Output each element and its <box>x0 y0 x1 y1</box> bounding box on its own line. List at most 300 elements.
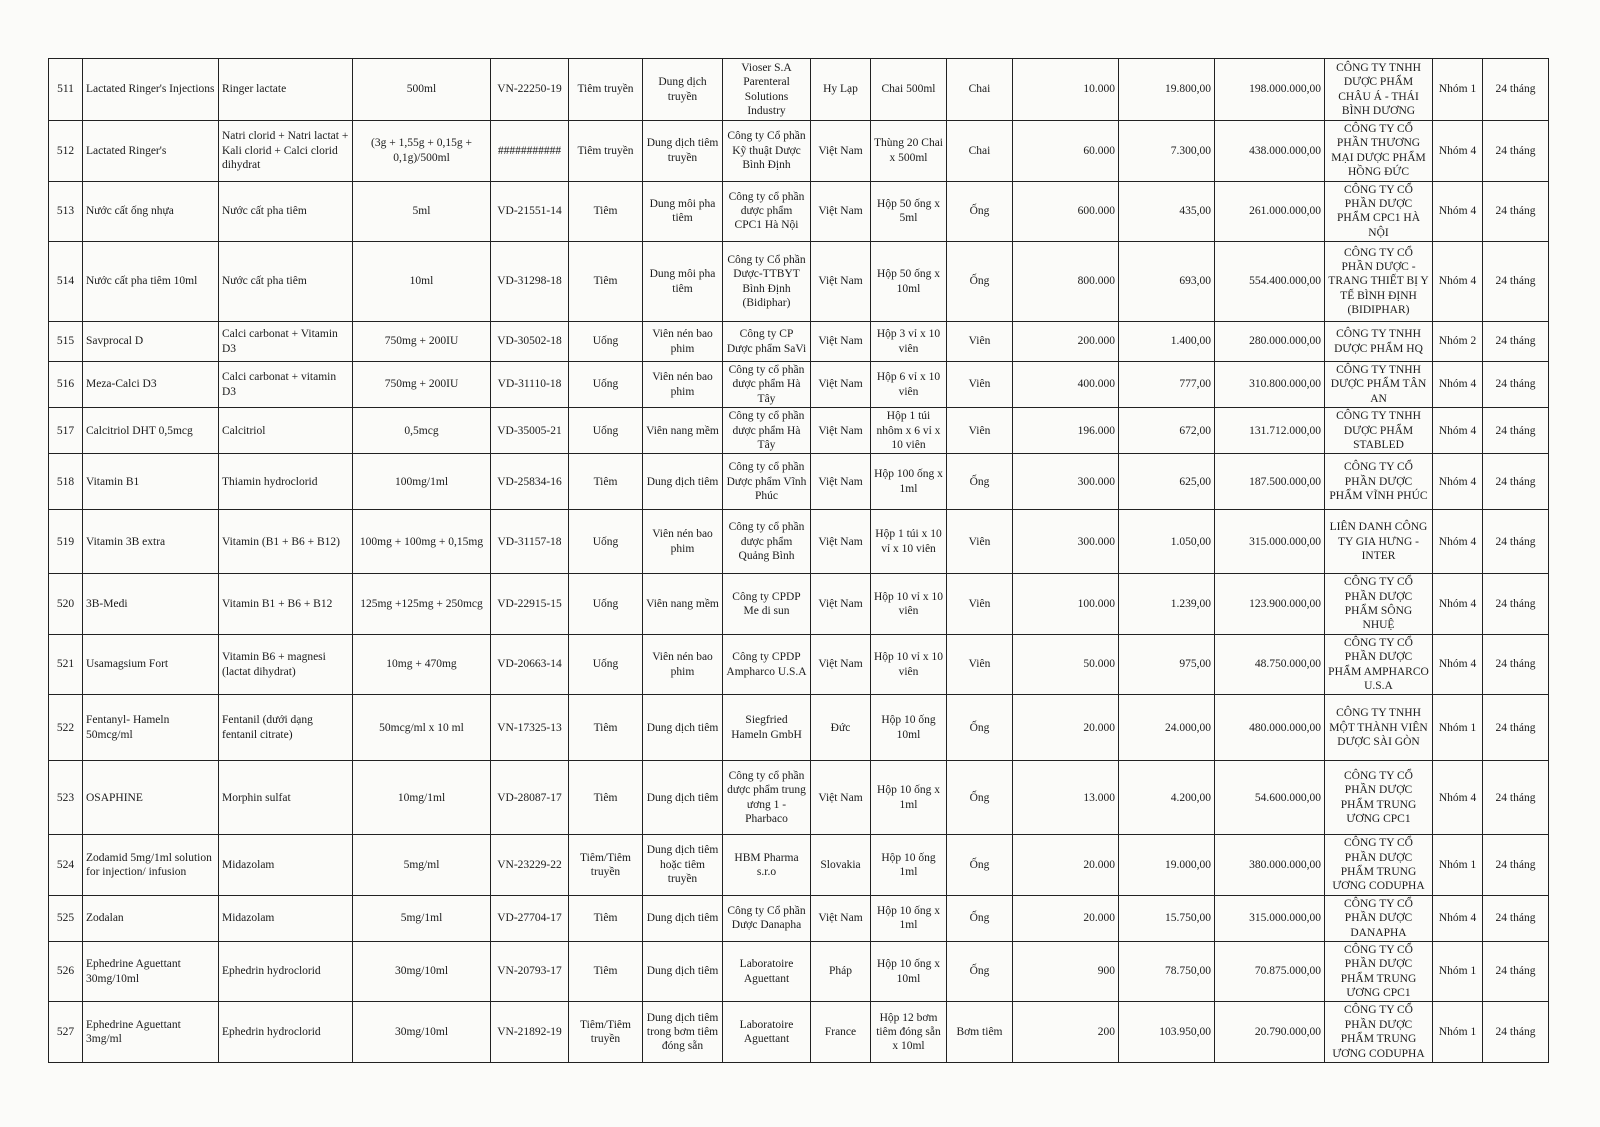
total-amount-cell: 438.000.000,00 <box>1215 121 1325 182</box>
dosage-form-cell: Viên nén bao phim <box>643 362 723 408</box>
packaging-cell: Hộp 10 vỉ x 10 viên <box>871 634 947 695</box>
active-ingredient-cell: Calcitriol <box>219 408 353 454</box>
row-number-cell: 514 <box>49 242 83 322</box>
drug-name-cell: OSAPHINE <box>83 761 219 835</box>
unit-price-cell: 78.750,00 <box>1119 941 1215 1002</box>
manufacturer-cell: Laboratoire Aguettant <box>723 1002 811 1063</box>
unit-price-cell: 24.000,00 <box>1119 695 1215 761</box>
registration-number-cell: VD-21551-14 <box>491 181 569 242</box>
table-row <box>49 181 1549 242</box>
route-cell: Tiêm truyền <box>569 59 643 121</box>
active-ingredient-cell: Midazolam <box>219 835 353 896</box>
manufacturer-cell: Công ty cổ phần dược phẩm CPC1 Hà Nội <box>723 181 811 242</box>
concentration-cell: 100mg + 100mg + 0,15mg <box>353 510 491 574</box>
country-cell: Hy Lạp <box>811 59 871 121</box>
active-ingredient-cell: Midazolam <box>219 895 353 941</box>
row-number-cell: 513 <box>49 181 83 242</box>
route-cell: Tiêm <box>569 895 643 941</box>
route-cell: Tiêm <box>569 761 643 835</box>
packaging-cell: Hộp 12 bơm tiêm đóng sẵn x 10ml <box>871 1002 947 1063</box>
dosage-form-cell: Dung môi pha tiêm <box>643 242 723 322</box>
country-cell: France <box>811 1002 871 1063</box>
unit-price-cell: 693,00 <box>1119 242 1215 322</box>
country-cell: Việt Nam <box>811 510 871 574</box>
packaging-cell: Hộp 10 ống x 1ml <box>871 761 947 835</box>
total-amount-cell: 280.000.000,00 <box>1215 322 1325 362</box>
country-cell: Việt Nam <box>811 454 871 510</box>
quantity-cell: 13.000 <box>1013 761 1119 835</box>
registration-number-cell: VD-27704-17 <box>491 895 569 941</box>
contract-term-cell: 24 tháng <box>1483 181 1549 242</box>
quantity-cell: 300.000 <box>1013 454 1119 510</box>
total-amount-cell: 20.790.000,00 <box>1215 1002 1325 1063</box>
unit-price-cell: 435,00 <box>1119 181 1215 242</box>
manufacturer-cell: Công ty cổ phần dược phẩm Quảng Bình <box>723 510 811 574</box>
total-amount-cell: 310.800.000,00 <box>1215 362 1325 408</box>
row-number-cell: 516 <box>49 362 83 408</box>
active-ingredient-cell: Morphin sulfat <box>219 761 353 835</box>
row-number-cell: 523 <box>49 761 83 835</box>
winning-supplier-cell: CÔNG TY CỔ PHẦN THƯƠNG MẠI DƯỢC PHẨM HỒNG ĐỨC <box>1325 121 1433 182</box>
winning-supplier-cell: CÔNG TY CỔ PHẦN DƯỢC PHẨM VĨNH PHÚC <box>1325 454 1433 510</box>
dosage-form-cell: Dung dịch tiêm <box>643 941 723 1002</box>
route-cell: Tiêm/Tiêm truyền <box>569 835 643 896</box>
drug-name-cell: 3B-Medi <box>83 574 219 635</box>
quantity-cell: 100.000 <box>1013 574 1119 635</box>
route-cell: Tiêm <box>569 695 643 761</box>
active-ingredient-cell: Calci carbonat + vitamin D3 <box>219 362 353 408</box>
route-cell: Uống <box>569 634 643 695</box>
registration-number-cell: VD-25834-16 <box>491 454 569 510</box>
dosage-form-cell: Dung dịch tiêm <box>643 761 723 835</box>
quantity-cell: 60.000 <box>1013 121 1119 182</box>
contract-term-cell: 24 tháng <box>1483 322 1549 362</box>
contract-term-cell: 24 tháng <box>1483 121 1549 182</box>
table-row <box>49 362 1549 408</box>
active-ingredient-cell: Ringer lactate <box>219 59 353 121</box>
route-cell: Tiêm <box>569 181 643 242</box>
unit-cell: Ống <box>947 181 1013 242</box>
unit-price-cell: 15.750,00 <box>1119 895 1215 941</box>
registration-number-cell: VD-30502-18 <box>491 322 569 362</box>
winning-supplier-cell: CÔNG TY TNHH MỘT THÀNH VIÊN DƯỢC SÀI GÒN <box>1325 695 1433 761</box>
winning-supplier-cell: CÔNG TY CỔ PHẦN DƯỢC PHẨM CPC1 HÀ NỘI <box>1325 181 1433 242</box>
drug-name-cell: Savprocal D <box>83 322 219 362</box>
unit-cell: Chai <box>947 121 1013 182</box>
drug-group-cell: Nhóm 4 <box>1433 895 1483 941</box>
total-amount-cell: 198.000.000,00 <box>1215 59 1325 121</box>
contract-term-cell: 24 tháng <box>1483 408 1549 454</box>
row-number-cell: 512 <box>49 121 83 182</box>
manufacturer-cell: Công ty cổ phần Dược phẩm Vĩnh Phúc <box>723 454 811 510</box>
drug-name-cell: Usamagsium Fort <box>83 634 219 695</box>
manufacturer-cell: Công ty cổ phần dược phẩm Hà Tây <box>723 408 811 454</box>
country-cell: Việt Nam <box>811 121 871 182</box>
quantity-cell: 200 <box>1013 1002 1119 1063</box>
registration-number-cell: VD-22915-15 <box>491 574 569 635</box>
concentration-cell: 500ml <box>353 59 491 121</box>
unit-cell: Ống <box>947 242 1013 322</box>
manufacturer-cell: Công ty CPDP Ampharco U.S.A <box>723 634 811 695</box>
drug-name-cell: Lactated Ringer's <box>83 121 219 182</box>
country-cell: Slovakia <box>811 835 871 896</box>
contract-term-cell: 24 tháng <box>1483 1002 1549 1063</box>
registration-number-cell: VN-21892-19 <box>491 1002 569 1063</box>
drug-group-cell: Nhóm 4 <box>1433 362 1483 408</box>
registration-number-cell: VN-20793-17 <box>491 941 569 1002</box>
table-row <box>49 59 1549 121</box>
drug-name-cell: Vitamin B1 <box>83 454 219 510</box>
packaging-cell: Hộp 6 vỉ x 10 viên <box>871 362 947 408</box>
unit-cell: Ống <box>947 835 1013 896</box>
table-row <box>49 408 1549 454</box>
winning-supplier-cell: CÔNG TY CỔ PHẦN DƯỢC DANAPHA <box>1325 895 1433 941</box>
table-row <box>49 454 1549 510</box>
unit-price-cell: 7.300,00 <box>1119 121 1215 182</box>
active-ingredient-cell: Calci carbonat + Vitamin D3 <box>219 322 353 362</box>
total-amount-cell: 48.750.000,00 <box>1215 634 1325 695</box>
registration-number-cell: VN-22250-19 <box>491 59 569 121</box>
manufacturer-cell: Công ty cổ phần dược phẩm Hà Tây <box>723 362 811 408</box>
quantity-cell: 300.000 <box>1013 510 1119 574</box>
dosage-form-cell: Dung dịch tiêm trong bơm tiêm đóng sẵn <box>643 1002 723 1063</box>
unit-cell: Ống <box>947 695 1013 761</box>
manufacturer-cell: Công ty CPDP Me di sun <box>723 574 811 635</box>
unit-cell: Viên <box>947 634 1013 695</box>
drug-group-cell: Nhóm 4 <box>1433 634 1483 695</box>
contract-term-cell: 24 tháng <box>1483 454 1549 510</box>
contract-term-cell: 24 tháng <box>1483 634 1549 695</box>
quantity-cell: 50.000 <box>1013 634 1119 695</box>
row-number-cell: 515 <box>49 322 83 362</box>
winning-supplier-cell: CÔNG TY CỔ PHẦN DƯỢC PHẨM SÔNG NHUỆ <box>1325 574 1433 635</box>
total-amount-cell: 70.875.000,00 <box>1215 941 1325 1002</box>
dosage-form-cell: Dung dịch tiêm <box>643 895 723 941</box>
drug-group-cell: Nhóm 1 <box>1433 695 1483 761</box>
unit-cell: Ống <box>947 941 1013 1002</box>
dosage-form-cell: Dung môi pha tiêm <box>643 181 723 242</box>
drug-name-cell: Fentanyl- Hameln 50mcg/ml <box>83 695 219 761</box>
manufacturer-cell: Công ty Cổ phần Kỹ thuật Dược Bình Định <box>723 121 811 182</box>
total-amount-cell: 554.400.000,00 <box>1215 242 1325 322</box>
country-cell: Việt Nam <box>811 181 871 242</box>
active-ingredient-cell: Natri clorid + Natri lactat + Kali clorid + Calci clorid dihydrat <box>219 121 353 182</box>
packaging-cell: Hộp 50 ống x 10ml <box>871 242 947 322</box>
table-body <box>49 59 1549 1063</box>
table-row <box>49 121 1549 182</box>
packaging-cell: Hộp 1 túi nhôm x 6 vỉ x 10 viên <box>871 408 947 454</box>
active-ingredient-cell: Ephedrin hydroclorid <box>219 941 353 1002</box>
row-number-cell: 517 <box>49 408 83 454</box>
drug-group-cell: Nhóm 2 <box>1433 322 1483 362</box>
manufacturer-cell: Công ty cổ phần dược phẩm trung ương 1 - Pharbaco <box>723 761 811 835</box>
unit-price-cell: 19.800,00 <box>1119 59 1215 121</box>
route-cell: Uống <box>569 322 643 362</box>
dosage-form-cell: Dung dịch tiêm <box>643 454 723 510</box>
country-cell: Việt Nam <box>811 761 871 835</box>
quantity-cell: 400.000 <box>1013 362 1119 408</box>
concentration-cell: 10ml <box>353 242 491 322</box>
active-ingredient-cell: Vitamin B1 + B6 + B12 <box>219 574 353 635</box>
contract-term-cell: 24 tháng <box>1483 941 1549 1002</box>
dosage-form-cell: Dung dịch tiêm truyền <box>643 121 723 182</box>
quantity-cell: 20.000 <box>1013 695 1119 761</box>
row-number-cell: 522 <box>49 695 83 761</box>
total-amount-cell: 380.000.000,00 <box>1215 835 1325 896</box>
unit-cell: Viên <box>947 408 1013 454</box>
drug-name-cell: Lactated Ringer's Injections <box>83 59 219 121</box>
country-cell: Việt Nam <box>811 322 871 362</box>
packaging-cell: Hộp 3 vỉ x 10 viên <box>871 322 947 362</box>
route-cell: Uống <box>569 408 643 454</box>
drug-name-cell: Zodamid 5mg/1ml solution for injection/ infusion <box>83 835 219 896</box>
packaging-cell: Hộp 10 vỉ x 10 viên <box>871 574 947 635</box>
packaging-cell: Hộp 10 ống x 1ml <box>871 895 947 941</box>
table-row <box>49 510 1549 574</box>
packaging-cell: Thùng 20 Chai x 500ml <box>871 121 947 182</box>
active-ingredient-cell: Fentanil (dưới dạng fentanil citrate) <box>219 695 353 761</box>
concentration-cell: 750mg + 200IU <box>353 322 491 362</box>
concentration-cell: 30mg/10ml <box>353 941 491 1002</box>
packaging-cell: Hộp 10 ống x 10ml <box>871 941 947 1002</box>
contract-term-cell: 24 tháng <box>1483 242 1549 322</box>
registration-number-cell: VD-31110-18 <box>491 362 569 408</box>
table-row <box>49 895 1549 941</box>
country-cell: Pháp <box>811 941 871 1002</box>
manufacturer-cell: Công ty CP Dược phẩm SaVi <box>723 322 811 362</box>
table-row <box>49 761 1549 835</box>
registration-number-cell: VN-23229-22 <box>491 835 569 896</box>
drug-name-cell: Nước cất ống nhựa <box>83 181 219 242</box>
route-cell: Tiêm <box>569 454 643 510</box>
concentration-cell: 30mg/10ml <box>353 1002 491 1063</box>
table-row <box>49 695 1549 761</box>
total-amount-cell: 131.712.000,00 <box>1215 408 1325 454</box>
country-cell: Việt Nam <box>811 895 871 941</box>
winning-supplier-cell: CÔNG TY CỔ PHẦN DƯỢC PHẨM TRUNG ƯƠNG CODUPHA <box>1325 1002 1433 1063</box>
drug-group-cell: Nhóm 1 <box>1433 941 1483 1002</box>
row-number-cell: 527 <box>49 1002 83 1063</box>
contract-term-cell: 24 tháng <box>1483 835 1549 896</box>
country-cell: Việt Nam <box>811 362 871 408</box>
table-row <box>49 835 1549 896</box>
concentration-cell: 5ml <box>353 181 491 242</box>
winning-supplier-cell: CÔNG TY TNHH DƯỢC PHẨM TÂN AN <box>1325 362 1433 408</box>
unit-cell: Viên <box>947 322 1013 362</box>
winning-supplier-cell: CÔNG TY CỔ PHẦN DƯỢC PHẨM AMPHARCO U.S.A <box>1325 634 1433 695</box>
manufacturer-cell: Công ty Cổ phần Dược-TTBYT Bình Định (Bidiphar) <box>723 242 811 322</box>
drug-group-cell: Nhóm 4 <box>1433 761 1483 835</box>
drug-group-cell: Nhóm 4 <box>1433 408 1483 454</box>
row-number-cell: 526 <box>49 941 83 1002</box>
dosage-form-cell: Viên nén bao phim <box>643 322 723 362</box>
dosage-form-cell: Dung dịch truyền <box>643 59 723 121</box>
unit-price-cell: 777,00 <box>1119 362 1215 408</box>
unit-cell: Bơm tiêm <box>947 1002 1013 1063</box>
winning-supplier-cell: CÔNG TY CỔ PHẦN DƯỢC - TRANG THIẾT BỊ Y TẾ BÌNH ĐỊNH (BIDIPHAR) <box>1325 242 1433 322</box>
contract-term-cell: 24 tháng <box>1483 510 1549 574</box>
dosage-form-cell: Viên nén bao phim <box>643 634 723 695</box>
route-cell: Tiêm <box>569 941 643 1002</box>
active-ingredient-cell: Nước cất pha tiêm <box>219 181 353 242</box>
total-amount-cell: 123.900.000,00 <box>1215 574 1325 635</box>
route-cell: Tiêm <box>569 242 643 322</box>
concentration-cell: (3g + 1,55g + 0,15g + 0,1g)/500ml <box>353 121 491 182</box>
drug-name-cell: Zodalan <box>83 895 219 941</box>
drug-group-cell: Nhóm 1 <box>1433 835 1483 896</box>
unit-price-cell: 19.000,00 <box>1119 835 1215 896</box>
route-cell: Tiêm/Tiêm truyền <box>569 1002 643 1063</box>
active-ingredient-cell: Vitamin B6 + magnesi (lactat dihydrat) <box>219 634 353 695</box>
winning-supplier-cell: CÔNG TY TNHH DƯỢC PHẨM STABLED <box>1325 408 1433 454</box>
unit-cell: Viên <box>947 362 1013 408</box>
quantity-cell: 600.000 <box>1013 181 1119 242</box>
route-cell: Tiêm truyền <box>569 121 643 182</box>
active-ingredient-cell: Thiamin hydroclorid <box>219 454 353 510</box>
unit-price-cell: 625,00 <box>1119 454 1215 510</box>
drug-name-cell: Calcitriol DHT 0,5mcg <box>83 408 219 454</box>
unit-price-cell: 1.400,00 <box>1119 322 1215 362</box>
contract-term-cell: 24 tháng <box>1483 59 1549 121</box>
concentration-cell: 5mg/ml <box>353 835 491 896</box>
drug-name-cell: Vitamin 3B extra <box>83 510 219 574</box>
concentration-cell: 10mg + 470mg <box>353 634 491 695</box>
row-number-cell: 511 <box>49 59 83 121</box>
drug-group-cell: Nhóm 4 <box>1433 121 1483 182</box>
country-cell: Việt Nam <box>811 242 871 322</box>
country-cell: Việt Nam <box>811 408 871 454</box>
dosage-form-cell: Dung dịch tiêm hoặc tiêm truyền <box>643 835 723 896</box>
drug-group-cell: Nhóm 1 <box>1433 59 1483 121</box>
row-number-cell: 520 <box>49 574 83 635</box>
unit-price-cell: 975,00 <box>1119 634 1215 695</box>
contract-term-cell: 24 tháng <box>1483 695 1549 761</box>
contract-term-cell: 24 tháng <box>1483 574 1549 635</box>
manufacturer-cell: Siegfried Hameln GmbH <box>723 695 811 761</box>
table-row <box>49 941 1549 1002</box>
packaging-cell: Hộp 100 ống x 1ml <box>871 454 947 510</box>
drug-group-cell: Nhóm 4 <box>1433 181 1483 242</box>
winning-supplier-cell: CÔNG TY CỔ PHẦN DƯỢC PHẨM TRUNG ƯƠNG CODUPHA <box>1325 835 1433 896</box>
registration-number-cell: ########### <box>491 121 569 182</box>
concentration-cell: 5mg/1ml <box>353 895 491 941</box>
concentration-cell: 100mg/1ml <box>353 454 491 510</box>
winning-supplier-cell: LIÊN DANH CÔNG TY GIA HƯNG - INTER <box>1325 510 1433 574</box>
active-ingredient-cell: Vitamin (B1 + B6 + B12) <box>219 510 353 574</box>
winning-supplier-cell: CÔNG TY CỔ PHẦN DƯỢC PHẨM TRUNG ƯƠNG CPC1 <box>1325 761 1433 835</box>
concentration-cell: 0,5mcg <box>353 408 491 454</box>
concentration-cell: 125mg +125mg + 250mcg <box>353 574 491 635</box>
unit-cell: Ống <box>947 895 1013 941</box>
winning-supplier-cell: CÔNG TY TNHH DƯỢC PHẨM CHÂU Á - THÁI BÌNH DƯƠNG <box>1325 59 1433 121</box>
registration-number-cell: VD-31298-18 <box>491 242 569 322</box>
drug-group-cell: Nhóm 4 <box>1433 242 1483 322</box>
drug-name-cell: Meza-Calci D3 <box>83 362 219 408</box>
manufacturer-cell: Laboratoire Aguettant <box>723 941 811 1002</box>
drug-name-cell: Ephedrine Aguettant 30mg/10ml <box>83 941 219 1002</box>
quantity-cell: 20.000 <box>1013 835 1119 896</box>
total-amount-cell: 187.500.000,00 <box>1215 454 1325 510</box>
active-ingredient-cell: Ephedrin hydroclorid <box>219 1002 353 1063</box>
table-row <box>49 322 1549 362</box>
quantity-cell: 800.000 <box>1013 242 1119 322</box>
total-amount-cell: 315.000.000,00 <box>1215 895 1325 941</box>
country-cell: Việt Nam <box>811 634 871 695</box>
table-row <box>49 1002 1549 1063</box>
quantity-cell: 10.000 <box>1013 59 1119 121</box>
registration-number-cell: VD-35005-21 <box>491 408 569 454</box>
dosage-form-cell: Viên nang mềm <box>643 408 723 454</box>
quantity-cell: 200.000 <box>1013 322 1119 362</box>
packaging-cell: Hộp 10 ống 10ml <box>871 695 947 761</box>
unit-cell: Ống <box>947 761 1013 835</box>
country-cell: Đức <box>811 695 871 761</box>
unit-price-cell: 1.050,00 <box>1119 510 1215 574</box>
dosage-form-cell: Viên nén bao phim <box>643 510 723 574</box>
concentration-cell: 50mcg/ml x 10 ml <box>353 695 491 761</box>
route-cell: Uống <box>569 362 643 408</box>
total-amount-cell: 54.600.000,00 <box>1215 761 1325 835</box>
total-amount-cell: 261.000.000,00 <box>1215 181 1325 242</box>
unit-price-cell: 4.200,00 <box>1119 761 1215 835</box>
drug-group-cell: Nhóm 4 <box>1433 454 1483 510</box>
row-number-cell: 525 <box>49 895 83 941</box>
table-row <box>49 634 1549 695</box>
registration-number-cell: VD-20663-14 <box>491 634 569 695</box>
row-number-cell: 518 <box>49 454 83 510</box>
winning-supplier-cell: CÔNG TY TNHH DƯỢC PHẨM HQ <box>1325 322 1433 362</box>
drug-name-cell: Nước cất pha tiêm 10ml <box>83 242 219 322</box>
country-cell: Việt Nam <box>811 574 871 635</box>
unit-cell: Ống <box>947 454 1013 510</box>
concentration-cell: 750mg + 200IU <box>353 362 491 408</box>
route-cell: Uống <box>569 510 643 574</box>
drug-group-cell: Nhóm 4 <box>1433 510 1483 574</box>
packaging-cell: Hộp 50 ống x 5ml <box>871 181 947 242</box>
registration-number-cell: VN-17325-13 <box>491 695 569 761</box>
unit-cell: Viên <box>947 574 1013 635</box>
table-row <box>49 574 1549 635</box>
row-number-cell: 519 <box>49 510 83 574</box>
drug-group-cell: Nhóm 1 <box>1433 1002 1483 1063</box>
drug-group-cell: Nhóm 4 <box>1433 574 1483 635</box>
drug-name-cell: Ephedrine Aguettant 3mg/ml <box>83 1002 219 1063</box>
packaging-cell: Hộp 10 ống 1ml <box>871 835 947 896</box>
quantity-cell: 196.000 <box>1013 408 1119 454</box>
unit-price-cell: 672,00 <box>1119 408 1215 454</box>
contract-term-cell: 24 tháng <box>1483 895 1549 941</box>
quantity-cell: 900 <box>1013 941 1119 1002</box>
manufacturer-cell: Công ty Cổ phần Dược Danapha <box>723 895 811 941</box>
total-amount-cell: 315.000.000,00 <box>1215 510 1325 574</box>
drug-tender-table <box>48 58 1549 1063</box>
contract-term-cell: 24 tháng <box>1483 362 1549 408</box>
concentration-cell: 10mg/1ml <box>353 761 491 835</box>
unit-price-cell: 1.239,00 <box>1119 574 1215 635</box>
manufacturer-cell: HBM Pharma s.r.o <box>723 835 811 896</box>
row-number-cell: 521 <box>49 634 83 695</box>
winning-supplier-cell: CÔNG TY CỔ PHẦN DƯỢC PHẨM TRUNG ƯƠNG CPC1 <box>1325 941 1433 1002</box>
route-cell: Uống <box>569 574 643 635</box>
active-ingredient-cell: Nước cất pha tiêm <box>219 242 353 322</box>
packaging-cell: Hộp 1 túi x 10 vỉ x 10 viên <box>871 510 947 574</box>
quantity-cell: 20.000 <box>1013 895 1119 941</box>
total-amount-cell: 480.000.000,00 <box>1215 695 1325 761</box>
contract-term-cell: 24 tháng <box>1483 761 1549 835</box>
manufacturer-cell: Vioser S.A Parenteral Solutions Industry <box>723 59 811 121</box>
table-row <box>49 242 1549 322</box>
registration-number-cell: VD-31157-18 <box>491 510 569 574</box>
